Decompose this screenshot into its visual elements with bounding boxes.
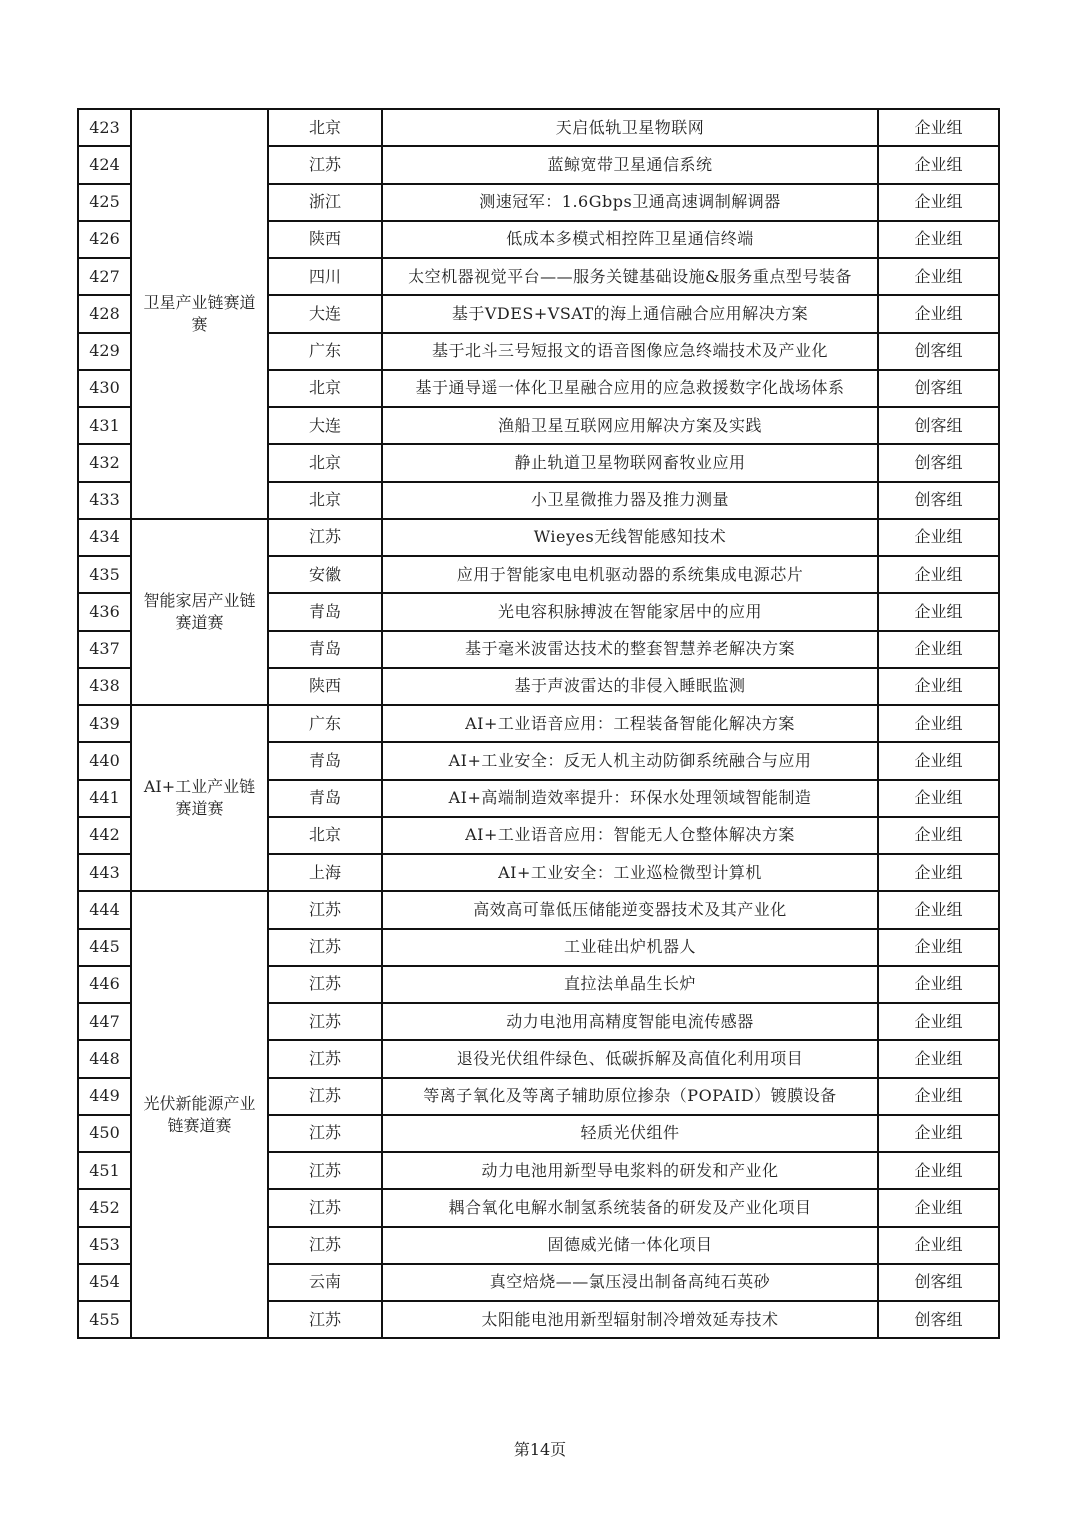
group-cell: 企业组	[878, 854, 999, 891]
project-name: 基于毫米波雷达技术的整套智慧养老解决方案	[382, 631, 878, 668]
group-cell: 企业组	[878, 631, 999, 668]
region-cell: 大连	[268, 407, 382, 444]
table-body	[78, 109, 999, 1338]
group-cell: 创客组	[878, 482, 999, 519]
region-cell: 大连	[268, 295, 382, 332]
group-cell: 企业组	[878, 258, 999, 295]
project-name: 动力电池用高精度智能电流传感器	[382, 1003, 878, 1040]
region-cell: 浙江	[268, 184, 382, 221]
project-name: 天启低轨卫星物联网	[382, 109, 878, 146]
region-cell: 江苏	[268, 1227, 382, 1264]
row-number: 427	[78, 258, 131, 295]
row-number: 450	[78, 1115, 131, 1152]
group-cell: 创客组	[878, 407, 999, 444]
row-number: 433	[78, 482, 131, 519]
table-row	[78, 519, 999, 556]
project-name: 渔船卫星互联网应用解决方案及实践	[382, 407, 878, 444]
row-number: 436	[78, 593, 131, 630]
row-number: 434	[78, 519, 131, 556]
row-number: 452	[78, 1189, 131, 1226]
row-number: 425	[78, 184, 131, 221]
group-cell: 企业组	[878, 1152, 999, 1189]
group-cell: 企业组	[878, 109, 999, 146]
row-number: 437	[78, 631, 131, 668]
project-name: 基于声波雷达的非侵入睡眠监测	[382, 668, 878, 705]
project-name: 固德威光储一体化项目	[382, 1227, 878, 1264]
group-cell: 企业组	[878, 146, 999, 183]
group-cell: 企业组	[878, 593, 999, 630]
group-cell: 企业组	[878, 891, 999, 928]
project-name: Wieyes无线智能感知技术	[382, 519, 878, 556]
row-number: 443	[78, 854, 131, 891]
row-number: 438	[78, 668, 131, 705]
region-cell: 青岛	[268, 593, 382, 630]
region-cell: 陕西	[268, 221, 382, 258]
group-cell: 企业组	[878, 1189, 999, 1226]
project-name: 工业硅出炉机器人	[382, 929, 878, 966]
group-cell: 企业组	[878, 817, 999, 854]
table-row	[78, 109, 999, 146]
region-cell: 广东	[268, 705, 382, 742]
row-number: 448	[78, 1040, 131, 1077]
row-number: 455	[78, 1301, 131, 1338]
row-number: 429	[78, 333, 131, 370]
project-name: 静止轨道卫星物联网畜牧业应用	[382, 444, 878, 481]
region-cell: 广东	[268, 333, 382, 370]
row-number: 454	[78, 1264, 131, 1301]
project-name: AI+高端制造效率提升：环保水处理领域智能制造	[382, 780, 878, 817]
project-name: 低成本多模式相控阵卫星通信终端	[382, 221, 878, 258]
region-cell: 云南	[268, 1264, 382, 1301]
group-cell: 企业组	[878, 1227, 999, 1264]
row-number: 424	[78, 146, 131, 183]
project-name: AI+工业安全：反无人机主动防御系统融合与应用	[382, 742, 878, 779]
region-cell: 北京	[268, 444, 382, 481]
region-cell: 江苏	[268, 1189, 382, 1226]
group-cell: 企业组	[878, 1003, 999, 1040]
region-cell: 江苏	[268, 1078, 382, 1115]
group-cell: 企业组	[878, 1115, 999, 1152]
region-cell: 江苏	[268, 891, 382, 928]
project-name: 轻质光伏组件	[382, 1115, 878, 1152]
group-cell: 企业组	[878, 966, 999, 1003]
region-cell: 江苏	[268, 1301, 382, 1338]
row-number: 444	[78, 891, 131, 928]
group-cell: 创客组	[878, 333, 999, 370]
project-name: 小卫星微推力器及推力测量	[382, 482, 878, 519]
group-cell: 企业组	[878, 929, 999, 966]
group-cell: 企业组	[878, 1040, 999, 1077]
region-cell: 安徽	[268, 556, 382, 593]
region-cell: 江苏	[268, 929, 382, 966]
table-row	[78, 705, 999, 742]
row-number: 445	[78, 929, 131, 966]
row-number: 423	[78, 109, 131, 146]
group-cell: 企业组	[878, 184, 999, 221]
region-cell: 北京	[268, 817, 382, 854]
row-number: 447	[78, 1003, 131, 1040]
row-number: 451	[78, 1152, 131, 1189]
project-name: AI+工业安全：工业巡检微型计算机	[382, 854, 878, 891]
project-name: 等离子氧化及等离子辅助原位掺杂（POPAID）镀膜设备	[382, 1078, 878, 1115]
row-number: 428	[78, 295, 131, 332]
row-number: 449	[78, 1078, 131, 1115]
region-cell: 江苏	[268, 966, 382, 1003]
track-name: 卫星产业链赛道赛	[131, 109, 268, 519]
group-cell: 企业组	[878, 705, 999, 742]
region-cell: 江苏	[268, 1115, 382, 1152]
project-name: 光电容积脉搏波在智能家居中的应用	[382, 593, 878, 630]
project-name: AI+工业语音应用：智能无人仓整体解决方案	[382, 817, 878, 854]
region-cell: 陕西	[268, 668, 382, 705]
region-cell: 北京	[268, 482, 382, 519]
project-name: 真空焙烧——氯压浸出制备高纯石英砂	[382, 1264, 878, 1301]
row-number: 435	[78, 556, 131, 593]
region-cell: 江苏	[268, 519, 382, 556]
region-cell: 北京	[268, 109, 382, 146]
project-name: 测速冠军：1.6Gbps卫通高速调制解调器	[382, 184, 878, 221]
project-name: 直拉法单晶生长炉	[382, 966, 878, 1003]
region-cell: 青岛	[268, 742, 382, 779]
region-cell: 青岛	[268, 631, 382, 668]
group-cell: 创客组	[878, 1264, 999, 1301]
row-number: 442	[78, 817, 131, 854]
region-cell: 江苏	[268, 1152, 382, 1189]
group-cell: 企业组	[878, 668, 999, 705]
project-name: 太空机器视觉平台——服务关键基础设施&服务重点型号装备	[382, 258, 878, 295]
region-cell: 北京	[268, 370, 382, 407]
track-name: 智能家居产业链赛道赛	[131, 519, 268, 705]
page-number: 第14页	[513, 1440, 567, 1459]
row-number: 453	[78, 1227, 131, 1264]
row-number: 430	[78, 370, 131, 407]
group-cell: 企业组	[878, 1078, 999, 1115]
group-cell: 创客组	[878, 444, 999, 481]
row-number: 431	[78, 407, 131, 444]
project-name: 应用于智能家电电机驱动器的系统集成电源芯片	[382, 556, 878, 593]
region-cell: 四川	[268, 258, 382, 295]
region-cell: 江苏	[268, 1003, 382, 1040]
group-cell: 企业组	[878, 742, 999, 779]
group-cell: 创客组	[878, 370, 999, 407]
project-name: 动力电池用新型导电浆料的研发和产业化	[382, 1152, 878, 1189]
table-row	[78, 891, 999, 928]
track-name: AI+工业产业链赛道赛	[131, 705, 268, 891]
region-cell: 江苏	[268, 146, 382, 183]
track-name: 光伏新能源产业链赛道赛	[131, 891, 268, 1338]
project-name: 太阳能电池用新型辐射制冷增效延寿技术	[382, 1301, 878, 1338]
row-number: 441	[78, 780, 131, 817]
row-number: 439	[78, 705, 131, 742]
project-name: 基于VDES+VSAT的海上通信融合应用解决方案	[382, 295, 878, 332]
group-cell: 企业组	[878, 556, 999, 593]
project-name: 耦合氧化电解水制氢系统装备的研发及产业化项目	[382, 1189, 878, 1226]
region-cell: 上海	[268, 854, 382, 891]
project-table	[77, 108, 1000, 1339]
group-cell: 创客组	[878, 1301, 999, 1338]
project-name: 退役光伏组件绿色、低碳拆解及高值化利用项目	[382, 1040, 878, 1077]
row-number: 432	[78, 444, 131, 481]
row-number: 426	[78, 221, 131, 258]
group-cell: 企业组	[878, 519, 999, 556]
region-cell: 江苏	[268, 1040, 382, 1077]
row-number: 440	[78, 742, 131, 779]
group-cell: 企业组	[878, 221, 999, 258]
project-name: 高效高可靠低压储能逆变器技术及其产业化	[382, 891, 878, 928]
group-cell: 企业组	[878, 295, 999, 332]
region-cell: 青岛	[268, 780, 382, 817]
group-cell: 企业组	[878, 780, 999, 817]
project-name: AI+工业语音应用：工程装备智能化解决方案	[382, 705, 878, 742]
project-name: 基于北斗三号短报文的语音图像应急终端技术及产业化	[382, 333, 878, 370]
project-name: 蓝鲸宽带卫星通信系统	[382, 146, 878, 183]
project-name: 基于通导遥一体化卫星融合应用的应急救援数字化战场体系	[382, 370, 878, 407]
row-number: 446	[78, 966, 131, 1003]
